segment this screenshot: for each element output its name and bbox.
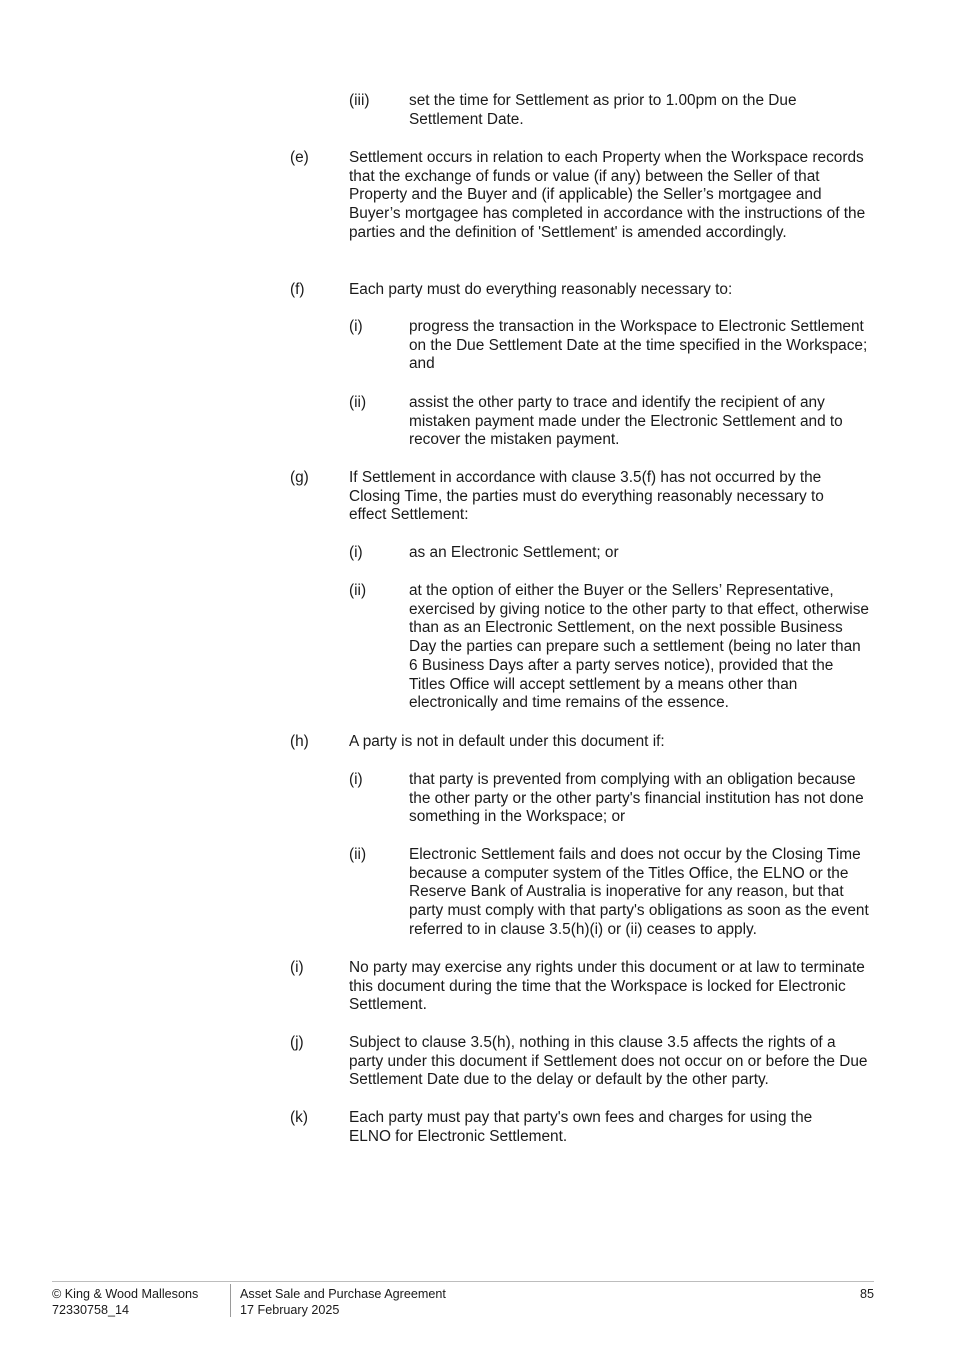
footer-page-number: 85 (859, 1287, 874, 1301)
clause-text: as an Electronic Settlement; or (409, 544, 619, 561)
clause-text: Settlement occurs in relation to each Property when the Workspace records that the exchange of funds or value (if any) between the Seller of that Property and the Buyer and (if applicable) the Seller’s mortgagee and Buyer’s mortgagee has completed in accordance with the instructions of the parties and the definition of 'Settlement' is amended accordingly. (349, 149, 866, 241)
footer-date: 17 February 2025 (240, 1303, 340, 1317)
clause-text: set the time for Settlement as prior to 1.00pm on the Due Settlement Date. (409, 92, 797, 128)
clause-text: A party is not in default under this document if: (349, 733, 665, 750)
clause-text: at the option of either the Buyer or the Sellers’ Representative, exercised by giving notice to the other party to that effect, otherwise than as an Electronic Settlement, on the next possible Business Day the parties can prepare such a settlement (being no later than 6 Business Days after a party serves notice), provided that the Titles Office will accept settlement by a means other than electronically and time remains of the essence. (409, 582, 869, 712)
clause-text: Electronic Settlement fails and does not occur by the Closing Time because a computer system of the Titles Office, the ELNO or the Reserve Bank of Australia is inoperative for any reason, but that party must comply with that party's obligations as soon as the event referred to in clause 3.5(h)(i) or (ii) ceases to apply. (409, 846, 869, 938)
footer-doc-title: Asset Sale and Purchase Agreement (240, 1287, 446, 1301)
clause-label: (e) (290, 149, 309, 166)
clause-label: (i) (349, 318, 363, 335)
clause-text: assist the other party to trace and identify the recipient of any mistaken payment made under the Electronic Settlement and to recover the mistaken payment. (409, 394, 843, 449)
clause-label: (k) (290, 1109, 308, 1126)
clause-label: (f) (290, 281, 305, 298)
clause-text: that party is prevented from complying with an obligation because the other party or the other party's financial institution has not done something in the Workspace; or (409, 771, 864, 826)
clause-label: (ii) (349, 394, 367, 411)
clause-text: No party may exercise any rights under this document or at law to terminate this document during the time that the Workspace is locked for Electronic Settlement. (349, 959, 865, 1014)
clause-text: Subject to clause 3.5(h), nothing in this clause 3.5 affects the rights of a party under this document if Settlement does not occur on or before the Due Settlement Date due to the delay or default by the other party. (349, 1034, 868, 1089)
footer-copyright: © King & Wood Mallesons (52, 1287, 199, 1301)
clause-label: (ii) (349, 846, 367, 863)
clause-text: progress the transaction in the Workspace to Electronic Settlement on the Due Settlement Date at the time specified in the Workspace; and (409, 318, 868, 373)
clause-text: Each party must do everything reasonably necessary to: (349, 281, 733, 298)
clause-label: (i) (290, 959, 304, 976)
clause-label: (ii) (349, 582, 367, 599)
clause-label: (j) (290, 1034, 304, 1051)
footer-doc-ref: 72330758_14 (52, 1303, 130, 1317)
clause-text: Each party must pay that party's own fees and charges for using the ELNO for Electronic Settlement. (349, 1109, 813, 1145)
footer-divider (52, 1281, 874, 1282)
clause-label: (iii) (349, 92, 370, 109)
clause-label: (g) (290, 469, 309, 486)
footer-column-divider (230, 1284, 231, 1317)
clause-label: (i) (349, 771, 363, 788)
clause-label: (i) (349, 544, 363, 561)
clause-text: If Settlement in accordance with clause 3.5(f) has not occurred by the Closing Time, the parties must do everything reasonably necessary to effect Settlement: (349, 469, 824, 524)
clause-label: (h) (290, 733, 309, 750)
